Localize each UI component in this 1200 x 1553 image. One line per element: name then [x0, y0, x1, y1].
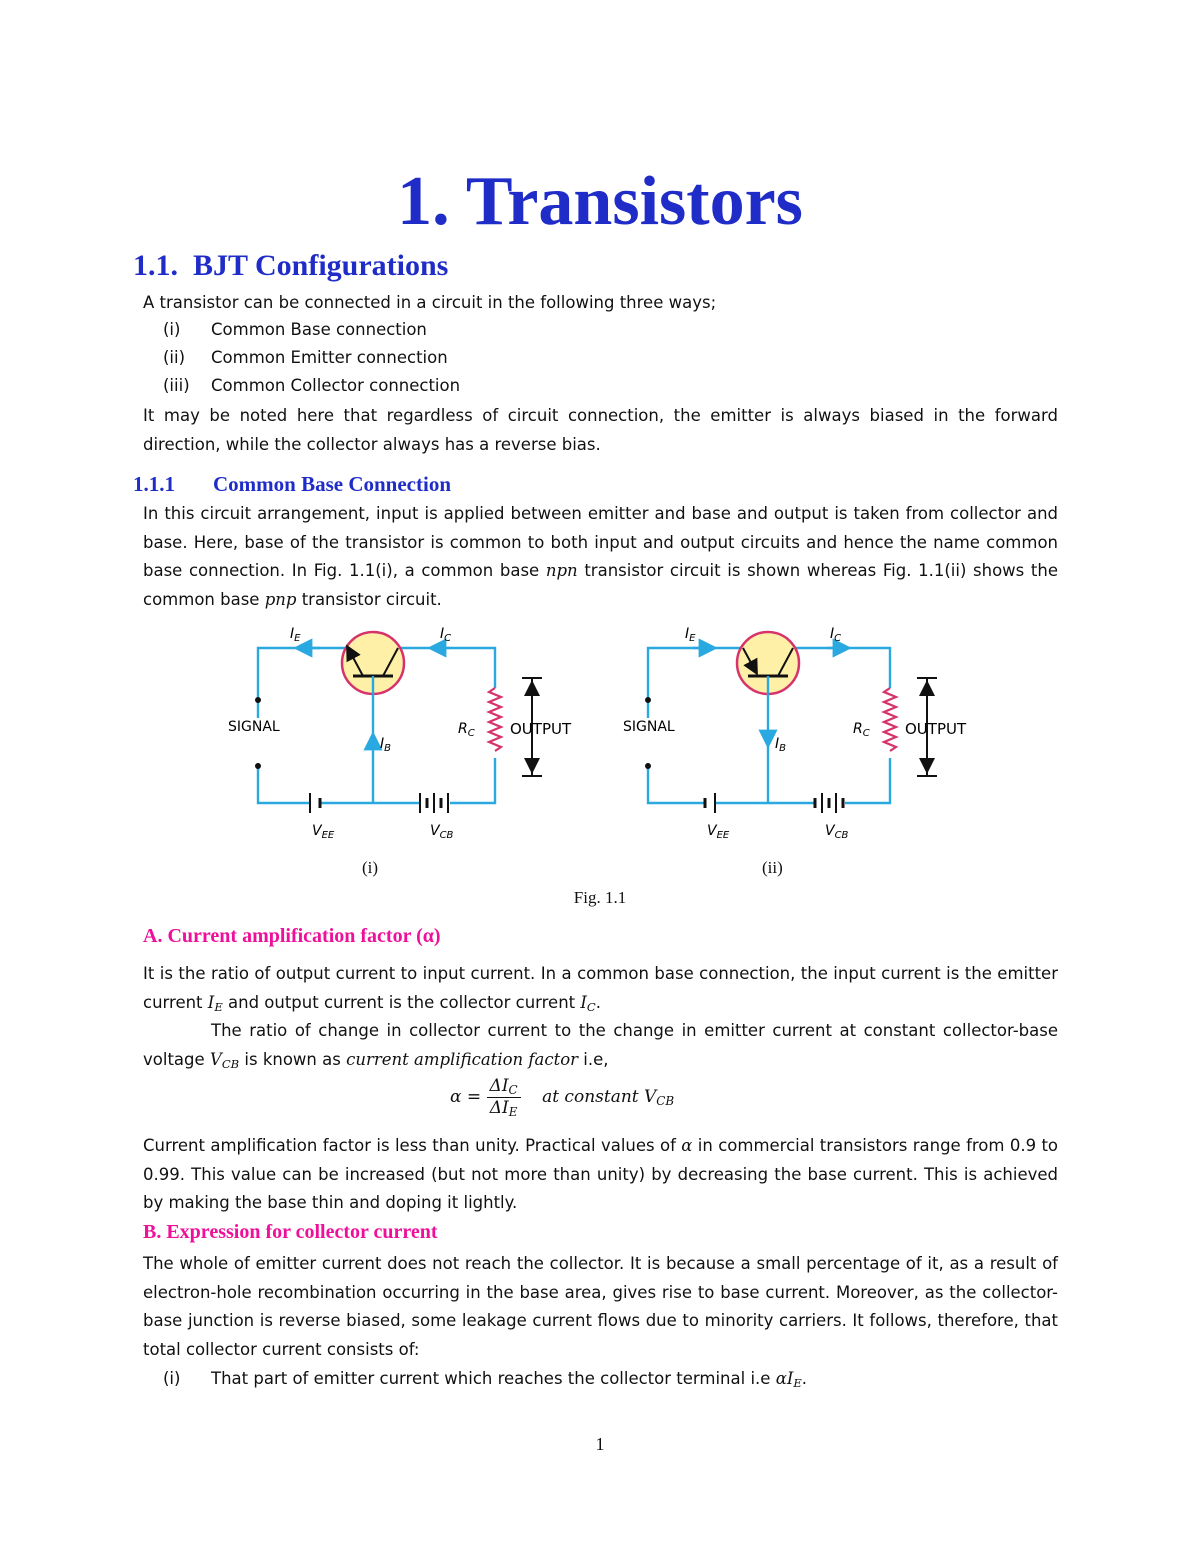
- list-item-label: (i): [163, 1369, 181, 1388]
- wire: [648, 763, 705, 803]
- list-item-text: That part of emitter current which reaches the collector terminal i.e: [211, 1369, 776, 1388]
- list-item-text: Common Emitter connection: [211, 348, 448, 367]
- page-number: 1: [595, 1434, 605, 1454]
- list-item-label: (i): [163, 320, 181, 339]
- circuit-figure: [220, 618, 990, 858]
- ib-label: $I_B$: [380, 736, 392, 754]
- section-a-paragraph-1: [143, 960, 1058, 1021]
- signal-label: SIGNAL: [623, 719, 675, 735]
- eq-rhs: at constant $V_{CB}$: [542, 1086, 675, 1108]
- bias-note: It may be noted here that regardless of circuit connection, the emitter is always biased in the forward direction, while the collector always has a reverse bias.: [143, 406, 1058, 454]
- alpha-equation: [0, 1076, 1200, 1130]
- circuit-npn: [228, 626, 572, 841]
- figure-sublabel-i: (i): [362, 858, 379, 877]
- npn-term: npn: [545, 561, 578, 581]
- chapter-title: 1. Transistors: [397, 163, 803, 240]
- math-alpha-ie: $\alpha I_E$: [775, 1369, 802, 1390]
- output-label: OUTPUT: [905, 720, 967, 738]
- signal-label: SIGNAL: [228, 719, 280, 735]
- text-run: i.e,: [578, 1049, 609, 1069]
- wire: [258, 648, 350, 718]
- cb-text-1: In this circuit arrangement, input is applied between emitter and base and output is taken from collector and base. Here, base of the transistor is common to both input and output circuits and hence the name common base connection. In Fig. 1.1(i), a common base: [143, 504, 1058, 581]
- text-run: in commercial transistors range from 0.9 to 0.99. This value can be increased (but not more than unity) by decreasing the base current. This is achieved by making the base thin and doping it lightly.: [143, 1136, 1059, 1213]
- cb-paragraph: [143, 500, 1058, 614]
- ie-label: $I_E$: [685, 626, 696, 644]
- wire: [790, 648, 890, 688]
- section-number: 1.1.: [133, 249, 178, 282]
- cb-text-2: transistor circuit is shown whereas Fig. 1.1(ii) shows the common base: [143, 561, 1058, 609]
- section-a-heading: A. Current amplification factor (α): [143, 925, 441, 947]
- wire: [648, 648, 745, 718]
- list-item-text: Common Collector connection: [211, 376, 461, 395]
- text-run: is known as: [239, 1049, 347, 1069]
- resistor-symbol: [884, 688, 896, 751]
- wire: [395, 648, 495, 688]
- subsection-heading: [133, 470, 451, 498]
- vcb-label: $V_{CB}$: [430, 823, 454, 841]
- eq-lhs: α =: [450, 1087, 482, 1108]
- text-run: .: [595, 992, 602, 1012]
- vee-label: $V_{EE}$: [707, 823, 730, 841]
- section-a-paragraph-3: [143, 1132, 1058, 1218]
- math-vcb: $V_{CB}$: [209, 1049, 240, 1071]
- ic-label: $I_C$: [440, 626, 452, 644]
- wire: [845, 758, 890, 803]
- figure-caption: Fig. 1.1: [573, 888, 627, 907]
- figure-sublabel-ii: (ii): [762, 858, 783, 877]
- list-item: [163, 1365, 807, 1397]
- text-run: and output current is the collector current: [222, 992, 581, 1012]
- text-run: Current amplification factor is less than unity. Practical values of: [143, 1136, 682, 1155]
- subsection-number: 1.1.1: [133, 472, 175, 496]
- resistor-symbol: [489, 688, 501, 751]
- section-b-heading: B. Expression for collector current: [143, 1221, 438, 1243]
- cb-text-3: transistor circuit.: [296, 589, 442, 609]
- rc-label: $R_C$: [853, 721, 870, 739]
- list-item-text: Common Base connection: [211, 320, 427, 339]
- math-alpha: α: [681, 1136, 693, 1155]
- intro-text: A transistor can be connected in a circuit in the following three ways;: [143, 293, 717, 312]
- wire: [258, 763, 310, 803]
- list-item: [163, 344, 448, 372]
- term-current-amplification-factor: current amplification factor: [346, 1049, 579, 1069]
- list-item: [163, 372, 460, 400]
- list-item-label: (ii): [163, 348, 186, 367]
- list-item-label: (iii): [163, 376, 190, 395]
- subsection-title: Common Base Connection: [213, 472, 452, 496]
- ib-label: $I_B$: [775, 736, 787, 754]
- wire: [450, 758, 495, 803]
- output-label: OUTPUT: [510, 720, 572, 738]
- eq-fraction: $\frac{\Delta I_C}{\Delta I_E}$: [487, 1076, 521, 1119]
- ic-label: $I_C$: [830, 626, 842, 644]
- math-ic: $I_C$: [580, 992, 596, 1014]
- math-ie: $I_E$: [207, 992, 223, 1014]
- list-item: [163, 316, 427, 344]
- vee-label: $V_{EE}$: [312, 823, 335, 841]
- ie-label: $I_E$: [290, 626, 301, 644]
- section-heading: [133, 248, 448, 284]
- text-run: The ratio of change in collector current to the change in emitter current at constant collector-base voltage: [143, 1021, 1058, 1069]
- circuit-pnp: [623, 626, 967, 841]
- section-title: BJT Configurations: [193, 249, 449, 282]
- text-run: .: [801, 1369, 808, 1388]
- section-b-paragraph: The whole of emitter current does not reach the collector. It is because a small percentage of it, as a result of electron-hole recombination occurring in the base area, gives rise to base current. Moreover, as the collector-base junction is reverse biased, some leakage current flows due to minority carriers. It follows, therefore, that total collector current consists of:: [143, 1254, 1058, 1359]
- pnp-term: pnp: [264, 589, 297, 609]
- section-a-paragraph-2: [143, 1017, 1058, 1078]
- rc-label: $R_C$: [458, 721, 475, 739]
- vcb-label: $V_{CB}$: [825, 823, 849, 841]
- text-run: It is the ratio of output current to input current. In a common base connection, the input current is the emitter current: [143, 964, 1058, 1012]
